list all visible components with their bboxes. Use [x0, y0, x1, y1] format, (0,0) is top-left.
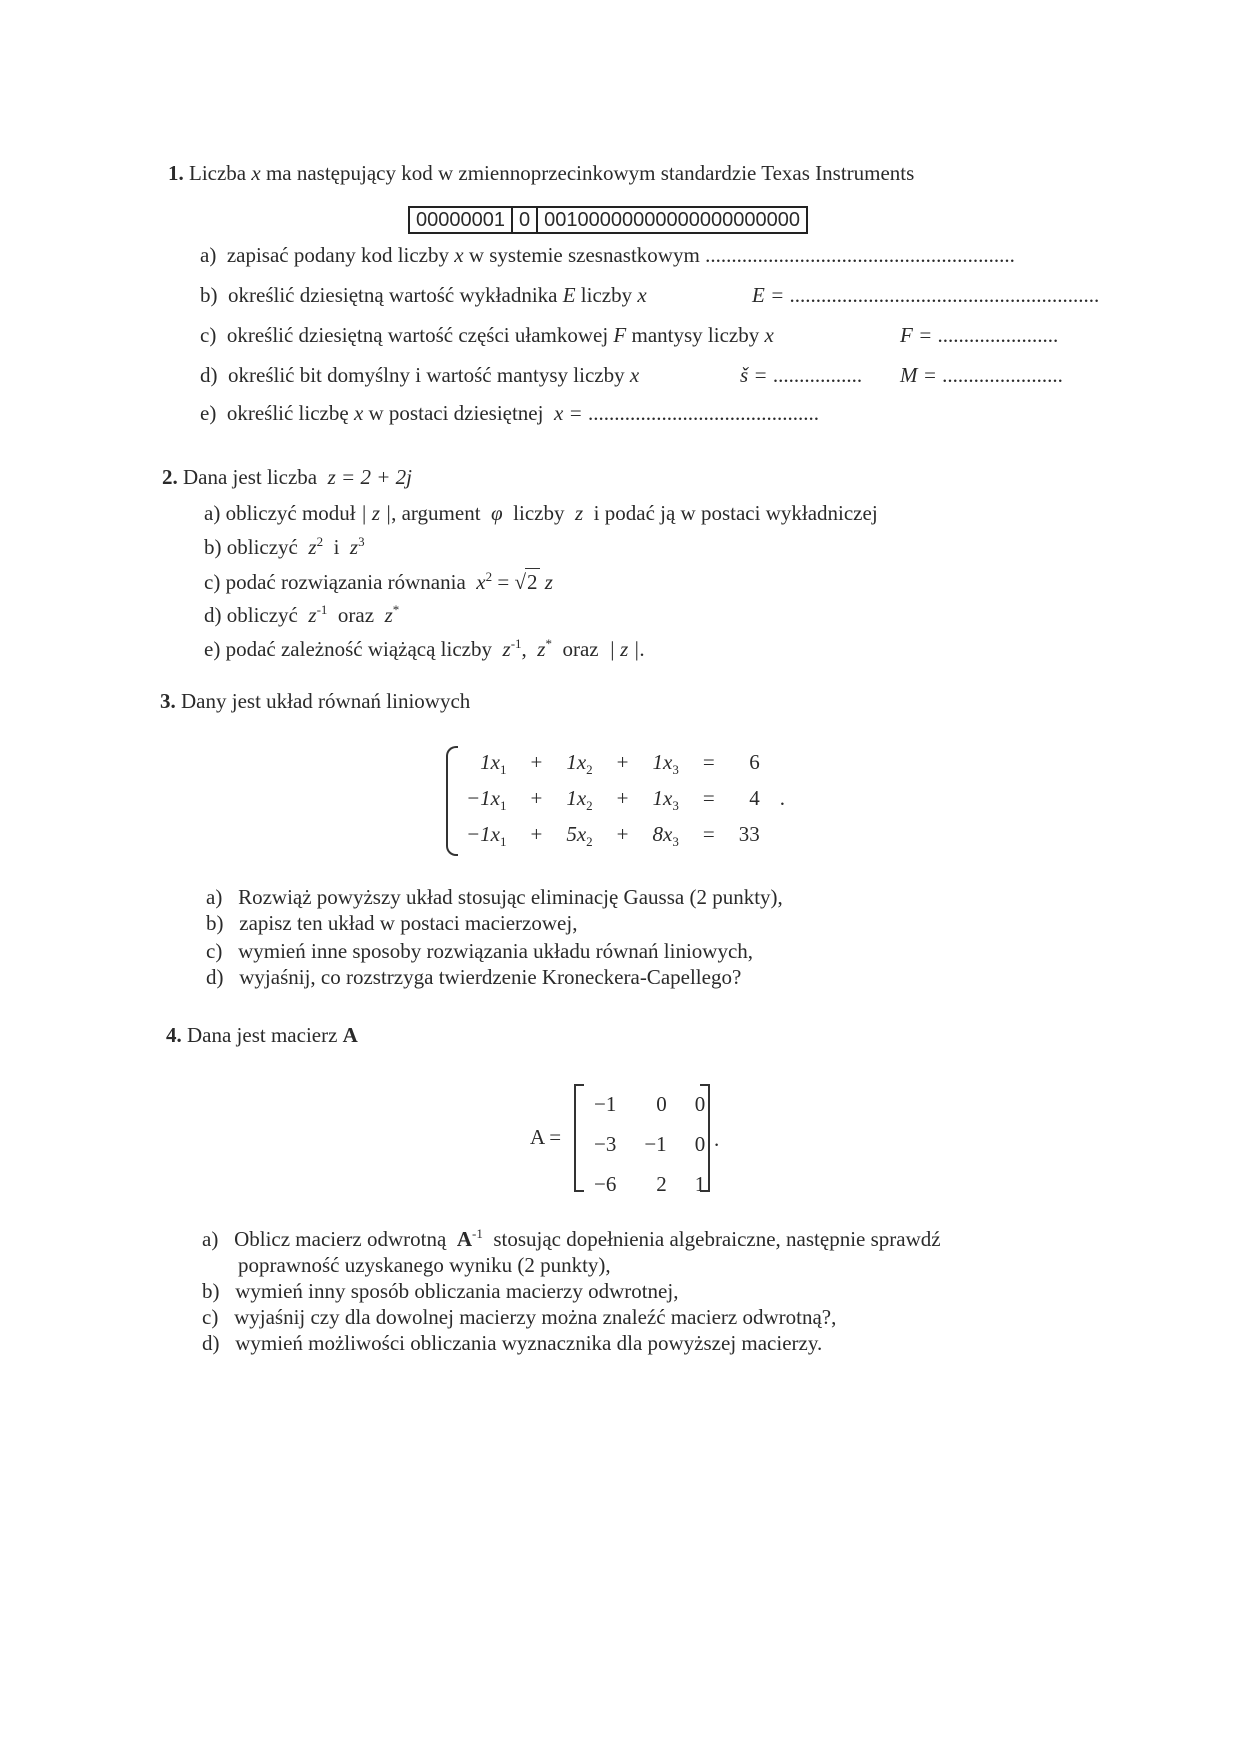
sqrt-radicand: 2: [527, 570, 538, 594]
math-cell: 2: [656, 1171, 667, 1196]
item-text: określić dziesiętną wartość wykładnika: [228, 283, 558, 307]
math-cell: +: [616, 749, 629, 774]
item-letter: b): [200, 283, 218, 307]
q1-intro-b: ma następujący kod w zmiennoprzecinkowym standardzie Texas Instruments: [265, 161, 915, 185]
q1-item-c-answer: [900, 322, 1058, 348]
matrix-end: .: [714, 1127, 720, 1151]
item-phi: φ: [491, 501, 503, 525]
math-cell: 1x: [480, 749, 500, 774]
q2-number: 2.: [162, 465, 178, 489]
item-text: wyjaśnij, co rozstrzyga twierdzenie Kroneckera-Capellego?: [239, 965, 742, 989]
item-letter: a): [200, 243, 217, 267]
answer-dots: .......................: [942, 363, 1063, 387]
q1-item-d: [200, 362, 639, 388]
math-cell: 1: [694, 1171, 706, 1196]
item-var: z: [308, 535, 317, 559]
math-cell: 0: [694, 1131, 706, 1156]
math-cell: 1x: [652, 785, 673, 810]
item-var: z: [537, 637, 546, 661]
item-letter: d): [202, 1331, 220, 1355]
answer-label: š =: [740, 363, 768, 387]
item-text: , argument: [391, 501, 481, 525]
system-end: .: [779, 785, 785, 810]
item-var: z: [384, 603, 393, 627]
math-cell: 4: [749, 785, 760, 810]
equation-system: [456, 744, 795, 852]
item-var: z: [308, 603, 317, 627]
item-var: E: [562, 283, 576, 307]
item-text: określić bit domyślny i wartość mantysy liczby: [228, 363, 625, 387]
item-text: obliczyć moduł: [225, 501, 356, 525]
item-var: x: [353, 401, 364, 425]
item-text: wyjaśnij czy dla dowolnej macierzy można znaleźć macierz odwrotną?,: [234, 1305, 837, 1329]
item-equals: =: [497, 570, 510, 594]
item-exponent: *: [392, 602, 400, 617]
q2-heading: [162, 464, 412, 490]
item-letter: d): [206, 965, 224, 989]
q3-number: 3.: [160, 689, 176, 713]
q3-item-a: [206, 884, 783, 910]
item-conj: i: [333, 535, 340, 559]
item-text: obliczyć: [226, 535, 298, 559]
math-cell: +: [530, 821, 543, 846]
q2-item-e: [204, 636, 645, 662]
q3-item-d: [206, 964, 741, 990]
item-text: Oblicz macierz odwrotną: [234, 1227, 447, 1251]
item-var: z: [574, 501, 584, 525]
item-modulus: | z |: [360, 501, 392, 525]
matrix-row: [580, 1084, 719, 1124]
answer-label: F =: [900, 323, 933, 347]
item-text: wymień inne sposoby rozwiązania układu równań liniowych,: [238, 939, 754, 963]
item-text2: liczby: [580, 283, 633, 307]
item-var: z: [544, 570, 553, 594]
math-cell: =: [702, 749, 715, 774]
q1-item-d-answer: [740, 362, 862, 388]
q1-code-box: [408, 206, 808, 234]
q4-item-c: [202, 1304, 836, 1330]
item-modulus: | z |: [609, 637, 640, 661]
item-matrix-name: A: [456, 1227, 472, 1251]
answer-dots: .................: [772, 363, 863, 387]
math-cell: 1: [500, 761, 507, 777]
item-text: podać rozwiązania równania: [225, 570, 466, 594]
item-text: określić liczbę: [226, 401, 349, 425]
answer-label: E =: [752, 283, 785, 307]
item-letter: e): [200, 401, 217, 425]
item-letter: b): [204, 535, 222, 559]
item-letter: a): [204, 501, 221, 525]
q4-heading: [166, 1022, 358, 1048]
q1-heading: [168, 160, 914, 186]
item-var: x: [476, 570, 486, 594]
q4-item-a: [202, 1226, 941, 1252]
equation-row: [456, 816, 795, 852]
equation-row: [456, 780, 795, 816]
item-end: .: [639, 637, 645, 661]
math-cell: =: [702, 821, 715, 846]
item-exponent: -1: [316, 602, 328, 617]
q2-item-a: [204, 500, 878, 526]
item-text: podać zależność wiążącą liczby: [225, 637, 492, 661]
q3-system: [456, 744, 795, 852]
item-text: określić dziesiętną wartość części ułamkowej: [226, 323, 609, 347]
math-cell: 2: [586, 761, 593, 777]
math-cell: 0: [694, 1091, 706, 1116]
answer-label: M =: [900, 363, 937, 387]
q2-item-b: [204, 534, 365, 560]
item-var: x: [629, 363, 640, 387]
item-exponent: *: [545, 636, 552, 651]
item-conj: oraz: [562, 637, 599, 661]
item-letter: b): [202, 1279, 220, 1303]
item-exponent: -1: [472, 1226, 483, 1241]
item-letter: c): [200, 323, 217, 347]
item-var: F: [613, 323, 627, 347]
math-cell: 1x: [566, 785, 587, 810]
answer-dots: ............................................: [587, 401, 819, 425]
q4-matrix-name: A: [342, 1023, 358, 1047]
item-text: Rozwiąż powyższy układ stosując eliminację Gaussa (2 punkty),: [238, 885, 783, 909]
math-cell: +: [530, 785, 543, 810]
math-cell: 6: [749, 749, 760, 774]
item-text: obliczyć: [226, 603, 298, 627]
matrix-label: A =: [530, 1125, 562, 1149]
item-letter: d): [204, 603, 222, 627]
item-sep: ,: [521, 637, 527, 661]
q1-intro-a: Liczba: [189, 161, 247, 185]
item-text: liczby: [513, 501, 565, 525]
math-cell: 1x: [566, 749, 587, 774]
item-var: z: [502, 637, 511, 661]
item-letter: a): [202, 1227, 219, 1251]
q1-item-b: [200, 282, 647, 308]
item-text2: w postaci dziesiętnej: [368, 401, 544, 425]
q4-intro: Dana jest macierz: [187, 1023, 338, 1047]
math-cell: −1: [644, 1131, 667, 1156]
q1-number: 1.: [168, 161, 184, 185]
item-text: stosując dopełnienia algebraiczne, następnie sprawdź: [493, 1227, 941, 1251]
q3-intro: Dany jest układ równań liniowych: [181, 689, 471, 713]
item-conj: oraz: [337, 603, 375, 627]
sqrt-sign: √: [514, 570, 526, 594]
math-cell: 5x: [566, 821, 587, 846]
item-text: i podać ją w postaci wykładniczej: [593, 501, 878, 525]
item-text2: mantysy liczby: [631, 323, 760, 347]
q1-item-c: [200, 322, 774, 348]
math-cell: 8x: [652, 821, 673, 846]
math-cell: 1: [500, 833, 507, 849]
q1-code-mantissa: 00100000000000000000000: [536, 208, 806, 232]
q3-item-b: [206, 910, 577, 936]
item-text2: w systemie szesnastkowym: [468, 243, 700, 267]
item-exponent: -1: [510, 636, 522, 651]
math-cell: =: [702, 785, 715, 810]
matrix-row: [580, 1164, 719, 1204]
math-cell: −1: [594, 1091, 617, 1116]
math-cell: +: [616, 785, 629, 810]
math-cell: +: [530, 749, 543, 774]
q1-item-d-answer2: [900, 362, 1063, 388]
item-exponent: 2: [316, 534, 324, 549]
q1-item-b-answer: [752, 282, 1099, 308]
q2-formula: z = 2 + 2j: [327, 465, 412, 489]
item-letter: d): [200, 363, 218, 387]
math-cell: 2: [586, 797, 593, 813]
answer-dots: ...........................................................: [789, 283, 1100, 307]
item-text: zapisać podany kod liczby: [226, 243, 449, 267]
q4-item-d: [202, 1330, 822, 1356]
answer-label: x =: [553, 401, 583, 425]
math-cell: 3: [672, 797, 679, 813]
q4-item-b: [202, 1278, 678, 1304]
math-cell: −1x: [466, 821, 500, 846]
q1-item-e: [200, 400, 819, 426]
q2-item-c: [204, 568, 553, 595]
item-letter: c): [202, 1305, 219, 1329]
q2-item-d: [204, 602, 399, 628]
q3-heading: [160, 688, 470, 714]
item-var: z: [349, 535, 359, 559]
item-text: wymień inny sposób obliczania macierzy odwrotnej,: [235, 1279, 679, 1303]
q1-code-exponent: 00000001: [416, 209, 505, 231]
item-letter: c): [206, 939, 223, 963]
math-cell: 1: [500, 797, 507, 813]
item-text: zapisz ten układ w postaci macierzowej,: [239, 911, 578, 935]
math-cell: −3: [594, 1131, 617, 1156]
q1-var-x: x: [251, 161, 261, 185]
item-var2: x: [637, 283, 647, 307]
q4-number: 4.: [166, 1023, 182, 1047]
equation-row: [456, 744, 795, 780]
item-text: wymień możliwości obliczania wyznacznika dla powyższej macierzy.: [235, 1331, 823, 1355]
item-text: poprawność uzyskanego wyniku (2 punkty),: [238, 1253, 611, 1277]
math-cell: 1x: [652, 749, 673, 774]
q4-matrix: [580, 1084, 719, 1204]
matrix-right-bracket: [700, 1084, 710, 1192]
math-cell: −1x: [466, 785, 500, 810]
q3-item-c: [206, 938, 753, 964]
item-letter: b): [206, 911, 224, 935]
item-letter: c): [204, 570, 221, 594]
answer-dots: ...........................................................: [705, 243, 1015, 267]
answer-dots: .......................: [937, 323, 1059, 347]
item-exponent: 3: [358, 534, 365, 549]
item-var: x: [454, 243, 464, 267]
item-letter: a): [206, 885, 223, 909]
math-cell: 3: [672, 833, 679, 849]
q4-item-a-cont: [238, 1252, 611, 1278]
math-cell: 3: [672, 761, 679, 777]
q1-item-a: [200, 242, 1015, 268]
item-exponent: 2: [485, 569, 493, 584]
q1-code-sign: 0: [511, 208, 536, 232]
matrix-grid: [580, 1084, 719, 1204]
matrix-row: [580, 1124, 719, 1164]
math-cell: 2: [586, 833, 593, 849]
item-var2: x: [764, 323, 774, 347]
math-cell: 33: [738, 821, 760, 846]
item-letter: e): [204, 637, 221, 661]
math-cell: 0: [656, 1091, 667, 1116]
math-cell: −6: [594, 1171, 617, 1196]
q2-intro: Dana jest liczba: [183, 465, 318, 489]
math-cell: +: [616, 821, 629, 846]
